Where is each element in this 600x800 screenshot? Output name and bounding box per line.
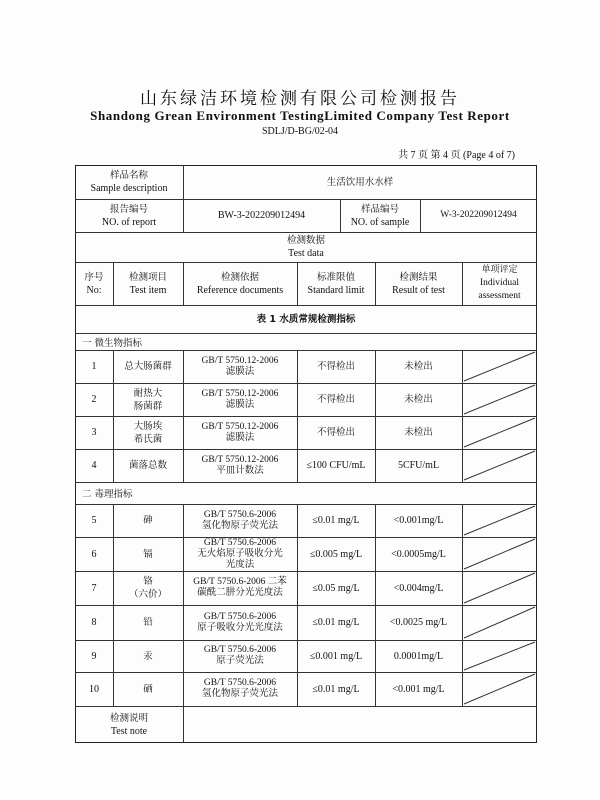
row-3-item2: 希氏菌: [133, 433, 163, 445]
row-8-ref1: GB/T 5750.6-2006: [203, 611, 277, 622]
row-6-assessment-slash: [462, 537, 537, 571]
row-3-ref1: GB/T 5750.12-2006: [201, 421, 279, 432]
row-10-limit: ≤0.01 mg/L: [312, 683, 360, 695]
row-9-no: [75, 640, 113, 672]
row-6-ref3: 光度法: [225, 559, 255, 570]
row-10-no: [75, 672, 113, 706]
row-3-result: [375, 416, 462, 449]
col-no-cn: 序号: [84, 271, 104, 283]
report-title-en: Shandong Grean Environment TestingLimited Company Test Report: [90, 108, 510, 123]
row-3-limit: [297, 416, 375, 449]
row-3-no: 3: [91, 427, 97, 438]
row-7-result: [375, 571, 462, 605]
row-4-ref2: 平皿计数法: [216, 465, 264, 476]
col-header-ref: [183, 262, 297, 305]
row-1-item: 总大肠菌群: [124, 361, 172, 372]
document-code: SDLJ/D-BG/02-04: [261, 126, 339, 137]
col-result-cn: 检测结果: [399, 271, 438, 283]
row-6-no: [75, 537, 113, 571]
row-6-ref1: GB/T 5750.6-2006: [203, 537, 277, 548]
row-8-result: [375, 605, 462, 640]
row-2-limit: 不得检出: [316, 394, 355, 405]
col-limit-cn: 标准限值: [316, 271, 355, 283]
row-9-limit: ≤0.001 mg/L: [309, 650, 363, 662]
row-1-ref1: GB/T 5750.12-2006: [201, 355, 279, 366]
row-4-item: [113, 449, 183, 482]
row-6-ref2: 无火焰原子吸收分光: [197, 548, 283, 559]
test-note-label: [75, 706, 183, 743]
report-no-value: BW-3-202209012494: [217, 210, 306, 221]
row-5-no: 5: [91, 515, 97, 526]
row-2-result: [375, 383, 462, 416]
row-1-item: [113, 350, 183, 383]
row-2-limit: [297, 383, 375, 416]
row-5-assessment-slash: [462, 504, 537, 537]
sample-no-label-cn: 样品编号: [360, 203, 399, 215]
row-1-assessment-slash: [462, 350, 537, 383]
col-assess-en1: Individual: [479, 278, 520, 288]
row-1-limit: [297, 350, 375, 383]
row-8-no: [75, 605, 113, 640]
row-9-limit: [297, 640, 375, 672]
row-5-result: [375, 504, 462, 537]
row-10-result: <0.001 mg/L: [392, 683, 445, 695]
col-header-assessment: [462, 262, 537, 305]
sample-desc-value: 生活饮用水水样: [326, 176, 394, 188]
row-7-no: 7: [91, 582, 97, 594]
row-3-item: [113, 416, 183, 449]
row-7-no: [75, 571, 113, 605]
col-header-limit: [297, 262, 375, 305]
row-1-result: 未检出: [404, 361, 433, 372]
col-header-no: [75, 262, 113, 305]
report-no-label-en: NO. of report: [101, 216, 157, 228]
row-9-assessment-slash: [462, 640, 537, 672]
page-info: 共 7 页 第 4 页 (Page 4 of 7): [398, 150, 515, 161]
row-3-result: 未检出: [404, 427, 433, 438]
row-8-assessment-slash: [462, 605, 537, 640]
report-no-label: [75, 199, 183, 232]
row-6-result: [375, 537, 462, 571]
row-7-limit: ≤0.05 mg/L: [312, 582, 360, 594]
row-10-no: 10: [89, 683, 99, 695]
row-7-result: <0.004mg/L: [393, 582, 444, 594]
row-6-limit: ≤0.005 mg/L: [309, 548, 363, 560]
row-6-ref: [183, 537, 297, 571]
row-4-no: 4: [91, 460, 97, 471]
row-3-no: [75, 416, 113, 449]
row-9-no: 9: [91, 650, 97, 662]
row-9-ref2: 原子荧光法: [216, 656, 264, 666]
row-8-result: <0.0025 mg/L: [389, 617, 448, 628]
sample-desc-label: [75, 165, 183, 199]
row-10-item: 硒: [143, 683, 153, 695]
row-3-ref: [183, 416, 297, 449]
row-7-ref2: 碳酰二肼分光光度法: [197, 588, 283, 598]
row-4-item: 菌落总数: [128, 460, 167, 471]
row-5-limit: ≤0.01 mg/L: [312, 515, 360, 526]
row-1-ref: [183, 350, 297, 383]
sample-no-label: [340, 199, 420, 232]
row-7-ref1: GB/T 5750.6-2006 二苯: [193, 577, 287, 587]
col-assess-en2: assessment: [478, 291, 521, 301]
row-7-limit: [297, 571, 375, 605]
row-10-ref2: 氢化物原子荧光法: [201, 689, 278, 699]
row-9-result: [375, 640, 462, 672]
report-no-label-cn: 报告编号: [109, 203, 148, 215]
test-data-heading: [75, 232, 537, 262]
row-4-ref: [183, 449, 297, 482]
row-4-result: [375, 449, 462, 482]
row-1-ref2: 滤膜法: [225, 366, 255, 377]
sample-desc-label-cn: 样品名称: [109, 170, 148, 181]
row-5-limit: [297, 504, 375, 537]
row-4-limit: ≤100 CFU/mL: [306, 460, 366, 471]
row-5-item: 砷: [143, 515, 153, 526]
row-8-no: 8: [91, 617, 97, 628]
row-10-ref: [183, 672, 297, 706]
row-9-result: 0.0001mg/L: [393, 650, 444, 662]
row-7-item2: （六价）: [128, 589, 167, 600]
row-2-item2: 肠菌群: [133, 400, 163, 412]
row-2-assessment-slash: [462, 383, 537, 416]
col-header-result: [375, 262, 462, 305]
row-9-item: 汞: [143, 650, 153, 662]
row-5-result: <0.001mg/L: [393, 515, 444, 526]
col-assess-cn: 单项评定: [481, 265, 518, 275]
row-2-no: [75, 383, 113, 416]
row-1-limit: 不得检出: [316, 361, 355, 372]
row-10-ref1: GB/T 5750.6-2006: [203, 678, 277, 688]
row-5-ref2: 氢化物原子荧光法: [201, 520, 278, 531]
row-8-item: 铅: [143, 617, 153, 628]
col-limit-en: Standard limit: [307, 284, 365, 296]
row-10-result: [375, 672, 462, 706]
row-10-item: [113, 672, 183, 706]
row-10-limit: [297, 672, 375, 706]
row-2-no: 2: [91, 394, 97, 405]
row-8-limit: ≤0.01 mg/L: [312, 617, 360, 628]
row-3-item: 大肠埃: [133, 420, 163, 432]
row-6-item: 镉: [143, 548, 153, 560]
row-2-ref: [183, 383, 297, 416]
row-2-result: 未检出: [404, 394, 433, 405]
section-toxicology: 二 毒理指标: [82, 489, 133, 500]
report-title-cn: 山东绿洁环境检测有限公司检测报告: [140, 89, 460, 109]
sample-no-label-en: NO. of sample: [350, 216, 410, 228]
col-header-item: [113, 262, 183, 305]
row-4-result: 5CFU/mL: [397, 460, 440, 471]
row-6-result: <0.0005mg/L: [391, 548, 446, 560]
row-7-ref: [183, 571, 297, 605]
col-result-en: Result of test: [392, 284, 445, 296]
row-2-ref2: 滤膜法: [225, 399, 255, 410]
row-1-result: [375, 350, 462, 383]
col-ref-en: Reference documents: [196, 284, 284, 296]
col-item-en: Test item: [129, 284, 167, 296]
row-6-limit: [297, 537, 375, 571]
row-5-ref1: GB/T 5750.6-2006: [203, 509, 277, 520]
row-9-ref1: GB/T 5750.6-2006: [203, 645, 277, 655]
row-8-limit: [297, 605, 375, 640]
row-4-no: [75, 449, 113, 482]
row-6-no: 6: [91, 548, 97, 560]
row-4-assessment-slash: [462, 449, 537, 482]
row-2-ref1: GB/T 5750.12-2006: [201, 388, 279, 399]
sample-desc-label-en: Sample description: [90, 183, 168, 194]
sample-no-value: W-3-202209012494: [440, 210, 517, 220]
row-9-ref: [183, 640, 297, 672]
col-ref-cn: 检测依据: [220, 271, 259, 283]
test-data-label-en: Test data: [288, 248, 324, 259]
row-4-limit: [297, 449, 375, 482]
row-7-assessment-slash: [462, 571, 537, 605]
row-5-item: [113, 504, 183, 537]
row-5-no: [75, 504, 113, 537]
row-7-item: 铬: [143, 576, 153, 587]
row-4-ref1: GB/T 5750.12-2006: [201, 454, 279, 465]
row-3-assessment-slash: [462, 416, 537, 449]
row-9-item: [113, 640, 183, 672]
col-item-cn: 检测项目: [128, 271, 167, 283]
row-7-item: [113, 571, 183, 605]
row-2-item: 耐热大: [133, 387, 163, 399]
test-data-label-cn: 检测数据: [286, 235, 325, 246]
row-2-item: [113, 383, 183, 416]
row-6-item: [113, 537, 183, 571]
row-1-no: [75, 350, 113, 383]
row-8-item: [113, 605, 183, 640]
row-8-ref: [183, 605, 297, 640]
row-3-ref2: 滤膜法: [225, 432, 255, 443]
row-8-ref2: 原子吸收分光光度法: [197, 622, 283, 633]
row-1-no: 1: [91, 361, 97, 372]
test-note-label-en: Test note: [110, 725, 148, 737]
row-5-ref: [183, 504, 297, 537]
section-microbiology: 一 微生物指标: [82, 337, 143, 349]
table-title: 表 1 水质常规检测指标: [256, 313, 356, 325]
test-note-label-cn: 检测说明: [109, 712, 148, 724]
row-3-limit: 不得检出: [316, 427, 355, 438]
col-no-en: No:: [86, 284, 102, 296]
row-10-assessment-slash: [462, 672, 537, 706]
